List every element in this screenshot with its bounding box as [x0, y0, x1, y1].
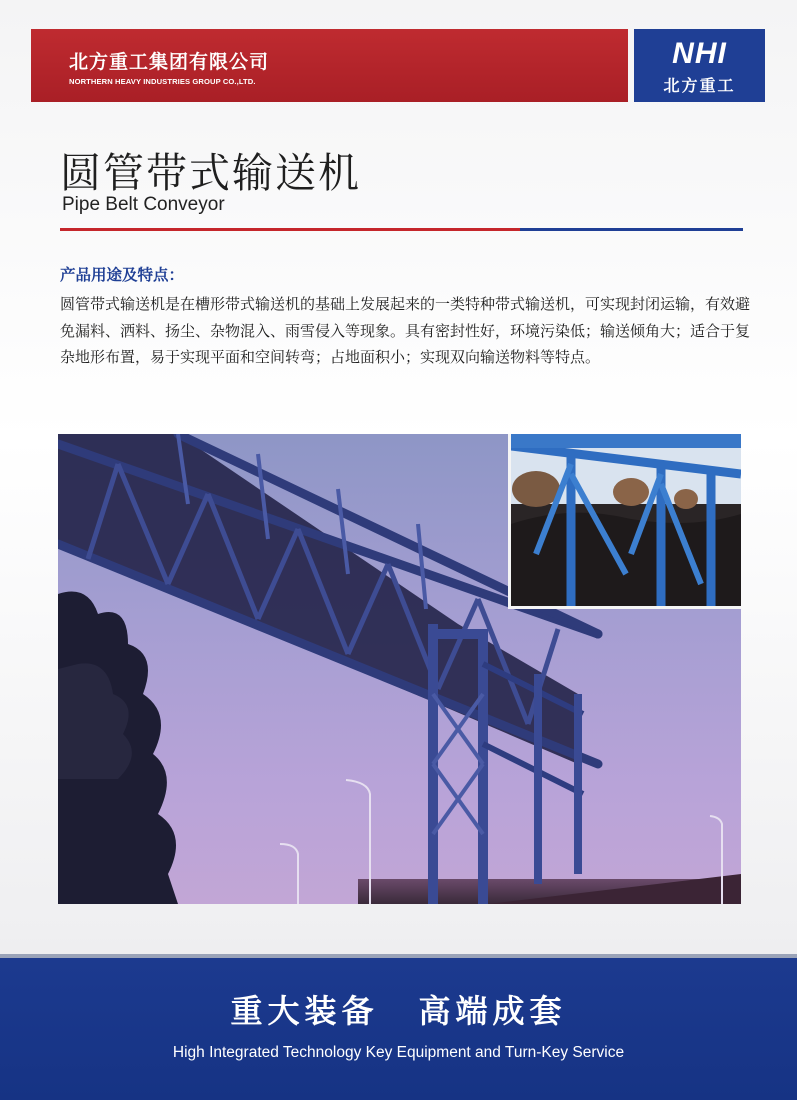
logo-subtitle: 北方重工: [663, 76, 736, 95]
footer-slogan: [0, 958, 797, 1032]
product-description: 圆管带式输送机是在槽形带式输送机的基础上发展起来的一类特种带式输送机，可实现封闭运输，有效避免漏料、洒料、扬尘、杂物混入、雨雪侵入等现象。具有密封性好，环境污染低；输送倾角大；适合于复杂地形布置，易于实现平面和空间转弯；占地面积小；实现双向输送物料等特点。: [60, 295, 751, 366]
company-banner: [31, 29, 628, 102]
logo-mark: NHI: [672, 37, 727, 70]
slogan-right: 高端成套: [418, 992, 567, 1030]
footer-tagline: High Integrated Technology Key Equipment and Turn-Key Service: [172, 1044, 625, 1061]
company-name-en: NORTHERN HEAVY INDUSTRIES GROUP CO.,LTD.: [69, 77, 256, 86]
slogan-left: 重大装备: [230, 992, 379, 1030]
product-title-en: Pipe Belt Conveyor: [62, 194, 225, 215]
section-heading: 产品用途及特点：: [60, 266, 185, 284]
nhi-logo: [634, 29, 765, 102]
product-title-cn: 圆管带式输送机: [60, 149, 361, 197]
company-name-cn: 北方重工集团有限公司: [69, 51, 270, 73]
footer-banner: [0, 958, 797, 1100]
divider-blue: [520, 228, 743, 231]
conveyor-photo-inset: [508, 434, 741, 609]
divider-red: [60, 228, 520, 231]
